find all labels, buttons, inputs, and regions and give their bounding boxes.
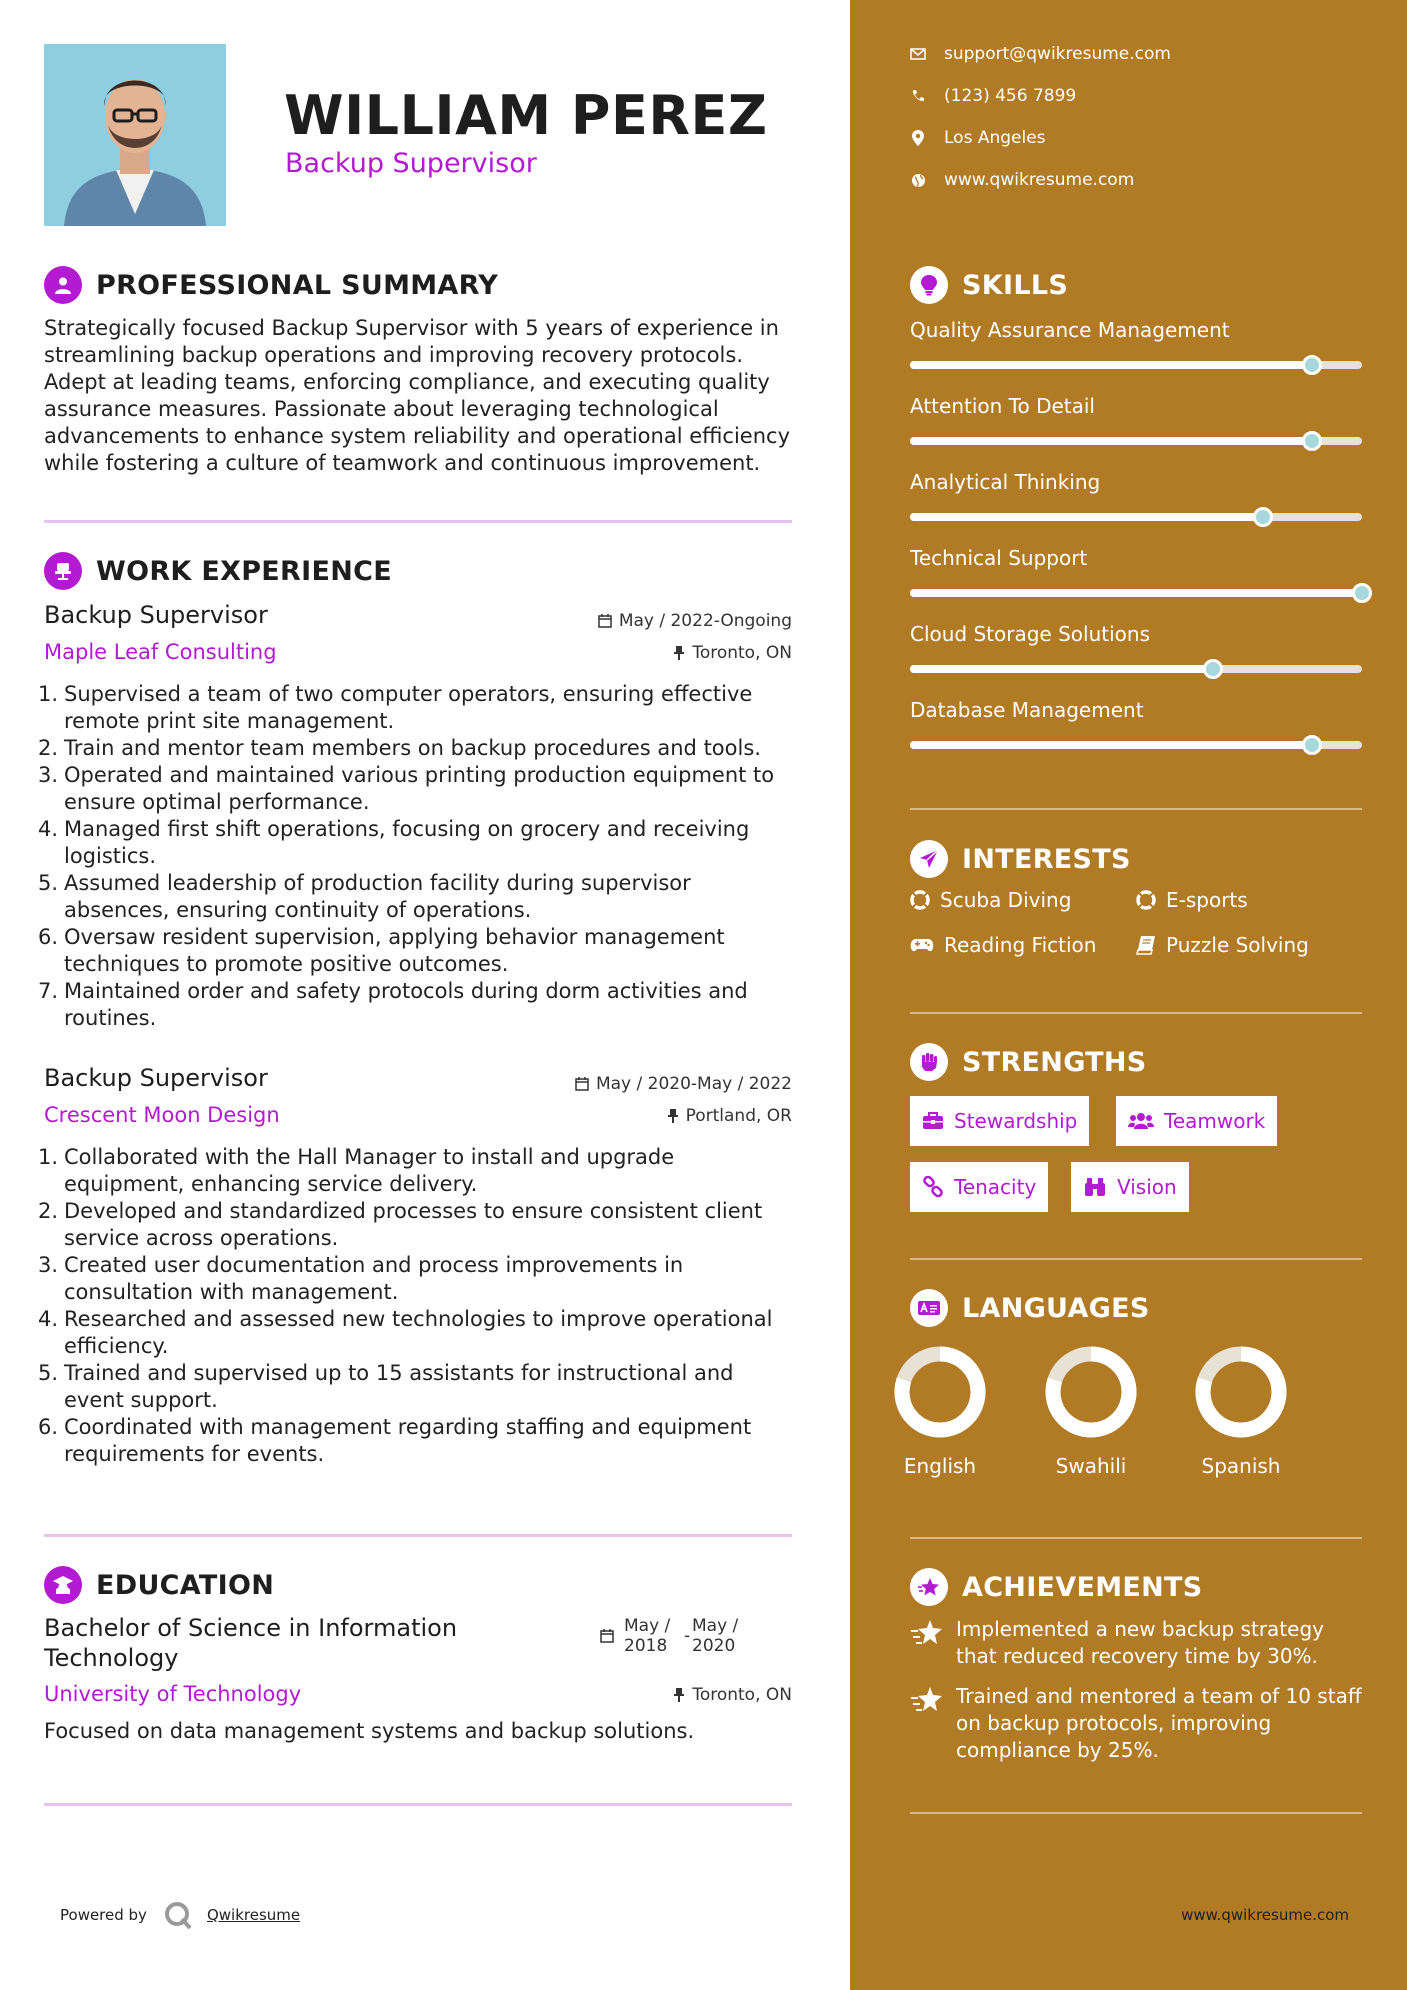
globe-icon <box>911 173 926 188</box>
language-name: Swahili <box>1055 1454 1127 1478</box>
fist-icon <box>910 1043 948 1081</box>
binoculars-icon <box>1083 1177 1107 1197</box>
list-item: 2. Developed and standardized processes to ensure consistent client service across operations. <box>38 1198 798 1252</box>
list-item: 6. Oversaw resident supervision, applying behavior management techniques to promote positive outcomes. <box>38 924 798 978</box>
language-icon <box>910 1289 948 1327</box>
phone-text: (123) 456 7899 <box>944 86 1077 106</box>
strength-tag <box>910 1096 1089 1146</box>
footer-powered-by <box>60 1900 300 1930</box>
skill-level-fill <box>910 513 1263 521</box>
phone-icon <box>911 89 925 103</box>
education-location <box>673 1685 792 1705</box>
language-name: English <box>903 1454 977 1478</box>
sidebar-divider <box>910 1812 1362 1814</box>
job-date-text: May / 2020-May / 2022 <box>595 1074 792 1094</box>
interests-title: INTERESTS <box>962 843 1131 875</box>
list-item: 1. Collaborated with the Hall Manager to install and upgrade equipment, enhancing service delivery. <box>38 1144 798 1198</box>
graduation-cap-icon <box>44 1566 82 1604</box>
experience-title: WORK EXPERIENCE <box>96 555 392 587</box>
interest-item <box>1136 933 1309 957</box>
list-item-text: Maintained order and safety protocols during dorm activities and routines. <box>64 979 748 1030</box>
interest-item <box>1136 888 1248 912</box>
star-badge-icon <box>910 1568 948 1606</box>
list-item: 2. Train and mentor team members on backup procedures and tools. <box>38 736 761 760</box>
achievements-title: ACHIEVEMENTS <box>962 1571 1203 1603</box>
language-level-ring <box>1193 1344 1289 1440</box>
job-duties-list <box>38 681 798 1032</box>
end-month: May / <box>692 1616 739 1636</box>
education-title: EDUCATION <box>96 1569 275 1601</box>
skill-level-bar <box>910 361 1362 369</box>
language-item <box>880 1344 1000 1478</box>
pin-icon <box>667 1109 679 1123</box>
job-duties-list <box>38 1144 798 1468</box>
job-title: Backup Supervisor <box>44 1064 268 1092</box>
degree-line: Bachelor of Science in Information <box>44 1614 458 1642</box>
sidebar-divider <box>910 1012 1362 1014</box>
sidebar-divider <box>910 1258 1362 1260</box>
summary-text: Strategically focused Backup Supervisor with 5 years of experience in streamlining backup operations and improving recovery protocols. Adept at leading teams, enforcing compliance, and executing quality assurance measures. Passionate about leveraging technological advancements to enhance system reliability and operational efficiency while fostering a culture of teamwork and continuous improvement. <box>44 316 791 475</box>
sidebar <box>850 0 1407 1990</box>
skill-level-bar <box>910 513 1362 521</box>
skill-level-knob <box>1253 507 1273 527</box>
list-item-text: Assumed leadership of production facility during supervisor absences, ensuring continuity of operations. <box>64 871 691 922</box>
qwikresume-link[interactable]: Qwikresume <box>206 1906 301 1924</box>
list-item: 4. Researched and assessed new technologies to improve operational efficiency. <box>38 1306 798 1360</box>
start-year: 2018 <box>624 1636 668 1656</box>
skill-level-fill <box>910 665 1213 673</box>
skill-level-fill <box>910 437 1312 445</box>
company-name: Maple Leaf Consulting <box>44 640 277 664</box>
skill-name: Cloud Storage Solutions <box>910 622 1150 646</box>
star-icon <box>910 1685 944 1715</box>
star-icon <box>910 1618 944 1648</box>
calendar-icon <box>575 1077 589 1091</box>
map-marker-icon <box>912 130 924 146</box>
link-icon <box>922 1176 944 1198</box>
skill-level-knob <box>1302 355 1322 375</box>
contact-website <box>910 170 1134 190</box>
end-year: 2020 <box>692 1636 736 1656</box>
job-date <box>575 1074 792 1094</box>
life-ring-icon <box>1136 890 1156 910</box>
lightbulb-icon <box>910 266 948 304</box>
experience-heading <box>44 552 392 590</box>
skill-level-bar <box>910 741 1362 749</box>
skill-level-bar <box>910 665 1362 673</box>
contact-phone <box>910 86 1076 106</box>
skill-level-knob <box>1352 583 1372 603</box>
strengths-title: STRENGTHS <box>962 1046 1147 1078</box>
education-date <box>600 1616 738 1656</box>
job-location <box>673 643 792 663</box>
candidate-title: Backup Supervisor <box>285 148 537 179</box>
briefcase-icon <box>922 1112 944 1130</box>
job-title: Backup Supervisor <box>44 601 268 629</box>
sidebar-divider <box>910 1537 1362 1539</box>
skill-name: Attention To Detail <box>910 394 1095 418</box>
interest-label: Reading Fiction <box>944 933 1097 957</box>
users-icon <box>1128 1112 1154 1130</box>
skills-title: SKILLS <box>962 269 1069 301</box>
start-month: May / <box>624 1616 671 1636</box>
pin-icon <box>673 1688 685 1702</box>
strengths-heading <box>910 1043 1147 1081</box>
list-item: 7. Maintained order and safety protocols during dorm activities and routines. <box>38 978 798 1032</box>
list-item: 3. Created user documentation and process improvements in consultation with management. <box>38 1252 798 1306</box>
degree-line: Technology <box>44 1644 179 1672</box>
strength-tag <box>1116 1096 1277 1146</box>
email-text[interactable]: support@qwikresume.com <box>944 44 1171 64</box>
website-text[interactable]: www.qwikresume.com <box>944 170 1135 190</box>
language-level-ring <box>1043 1344 1139 1440</box>
job-date-text: May / 2022-Ongoing <box>618 611 792 631</box>
education-location-text: Toronto, ON <box>692 1685 792 1705</box>
powered-by-label: Powered by <box>60 1906 147 1924</box>
summary-heading <box>44 266 498 304</box>
footer-website[interactable]: www.qwikresume.com <box>1181 1906 1349 1924</box>
section-divider <box>44 1803 792 1806</box>
language-level-ring <box>892 1344 988 1440</box>
interest-label: Puzzle Solving <box>1166 933 1309 957</box>
language-item <box>1031 1344 1151 1478</box>
list-item: 5. Trained and supervised up to 15 assistants for instructional and event support. <box>38 1360 798 1414</box>
skill-name: Database Management <box>910 698 1144 722</box>
skill-level-fill <box>910 589 1362 597</box>
job-location-text: Toronto, ON <box>692 643 792 663</box>
start-date <box>624 1616 684 1656</box>
strength-label: Tenacity <box>954 1175 1037 1199</box>
languages-title: LANGUAGES <box>962 1292 1150 1324</box>
qwikresume-logo-icon <box>163 1900 193 1930</box>
contact-location <box>910 128 1046 148</box>
skill-name: Technical Support <box>910 546 1088 570</box>
date-separator: - <box>684 1626 691 1646</box>
interest-item <box>910 888 1071 912</box>
achievements-heading <box>910 1568 1203 1606</box>
location-text: Los Angeles <box>944 128 1046 148</box>
interest-label: Scuba Diving <box>940 888 1072 912</box>
skill-level-knob <box>1302 431 1322 451</box>
list-item: 5. Assumed leadership of production facility during supervisor absences, ensuring continuity of operations. <box>38 870 798 924</box>
skill-level-knob <box>1203 659 1223 679</box>
profile-photo <box>44 44 226 226</box>
degree-title <box>44 1613 457 1673</box>
languages-heading <box>910 1289 1150 1327</box>
interest-label: E-sports <box>1166 888 1248 912</box>
achievement-item <box>910 1616 1362 1670</box>
user-icon <box>44 266 82 304</box>
skill-level-fill <box>910 361 1312 369</box>
company-name: Crescent Moon Design <box>44 1103 280 1127</box>
list-item-text: Researched and assessed new technologies to improve operational efficiency. <box>64 1307 773 1358</box>
skill-level-fill <box>910 741 1312 749</box>
achievement-item <box>910 1683 1362 1764</box>
education-heading <box>44 1566 274 1604</box>
skills-heading <box>910 266 1068 304</box>
skill-level-bar <box>910 437 1362 445</box>
list-item-text: Coordinated with management regarding staffing and equipment requirements for events. <box>64 1415 752 1466</box>
strength-tag <box>1071 1162 1189 1212</box>
list-item-text: Developed and standardized processes to ensure consistent client service across operations. <box>64 1199 763 1250</box>
section-divider <box>44 520 792 523</box>
strength-label: Vision <box>1117 1175 1177 1199</box>
job-location-text: Portland, OR <box>685 1106 792 1126</box>
gamepad-icon <box>910 937 934 953</box>
pin-icon <box>673 646 685 660</box>
candidate-name: WILLIAM PEREZ <box>284 84 768 147</box>
end-date <box>692 1616 738 1656</box>
section-divider <box>44 1534 792 1537</box>
sidebar-divider <box>910 808 1362 810</box>
interest-item <box>910 933 1096 957</box>
achievement-text: Implemented a new backup strategy that reduced recovery time by 30%. <box>956 1617 1324 1668</box>
school-name: University of Technology <box>44 1682 302 1706</box>
strength-label: Stewardship <box>954 1109 1078 1133</box>
envelope-icon <box>910 48 926 60</box>
list-item-text: Oversaw resident supervision, applying behavior management techniques to promote positive outcomes. <box>64 925 725 976</box>
list-item: 3. Operated and maintained various printing production equipment to ensure optimal performance. <box>38 762 798 816</box>
list-item-text: Train and mentor team members on backup procedures and tools. <box>64 736 761 760</box>
skill-level-bar <box>910 589 1362 597</box>
interests-heading <box>910 840 1131 878</box>
strength-label: Teamwork <box>1164 1109 1266 1133</box>
job-date <box>598 611 792 631</box>
chair-icon <box>44 552 82 590</box>
skill-name: Analytical Thinking <box>910 470 1101 494</box>
book-icon <box>1136 935 1156 955</box>
calendar-icon <box>598 614 612 628</box>
calendar-icon <box>600 1629 614 1643</box>
list-item-text: Managed first shift operations, focusing on grocery and receiving logistics. <box>64 817 750 868</box>
list-item: 6. Coordinated with management regarding staffing and equipment requirements for events. <box>38 1414 798 1468</box>
list-item-text: Supervised a team of two computer operators, ensuring effective remote print site management. <box>64 682 753 733</box>
life-ring-icon <box>910 890 930 910</box>
skill-level-knob <box>1302 735 1322 755</box>
language-item <box>1181 1344 1301 1478</box>
language-name: Spanish <box>1201 1454 1281 1478</box>
list-item-text: Created user documentation and process improvements in consultation with management. <box>64 1253 684 1304</box>
list-item-text: Operated and maintained various printing production equipment to ensure optimal performance. <box>64 763 775 814</box>
strength-tag <box>910 1162 1048 1212</box>
job-location <box>667 1106 792 1126</box>
profile-photo-image <box>44 44 226 226</box>
list-item-text: Trained and supervised up to 15 assistants for instructional and event support. <box>64 1361 734 1412</box>
list-item-text: Collaborated with the Hall Manager to install and upgrade equipment, enhancing service delivery. <box>64 1145 675 1196</box>
summary-title: PROFESSIONAL SUMMARY <box>96 269 499 301</box>
contact-email <box>910 44 1171 64</box>
list-item: 1. Supervised a team of two computer operators, ensuring effective remote print site management. <box>38 681 798 735</box>
education-description: Focused on data management systems and backup solutions. <box>44 1719 695 1743</box>
paper-plane-icon <box>910 840 948 878</box>
skill-name: Quality Assurance Management <box>910 318 1230 342</box>
list-item: 4. Managed first shift operations, focusing on grocery and receiving logistics. <box>38 816 798 870</box>
achievement-text: Trained and mentored a team of 10 staff on backup protocols, improving compliance by 25%. <box>956 1684 1362 1762</box>
